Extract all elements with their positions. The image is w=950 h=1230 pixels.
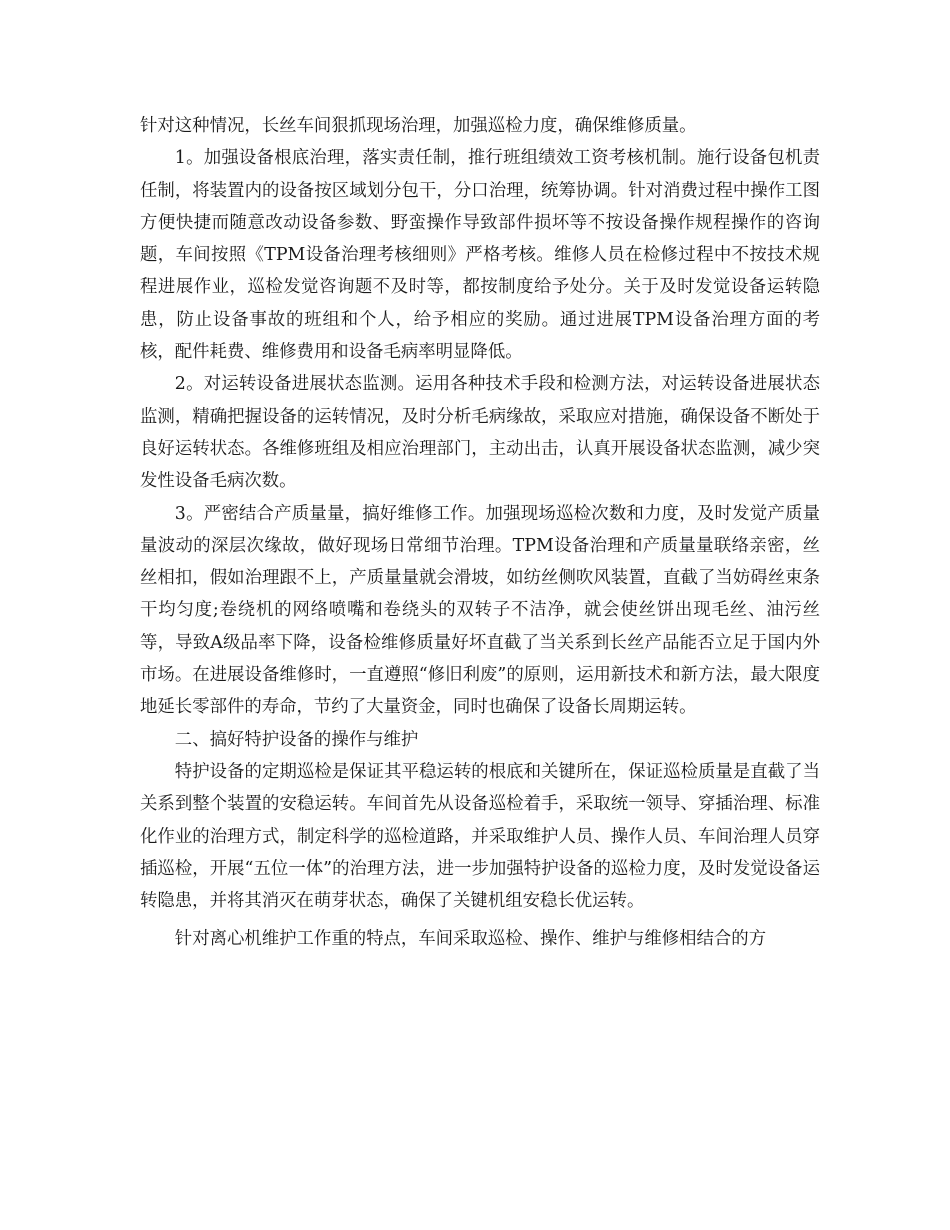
section-heading: 二、搞好特护设备的操作与维护 [174, 729, 419, 750]
paragraph-5: 特护设备的定期巡检是保证其平稳运转的根底和关键所在，保证巡检质量是直截了当关系到整个装置的安稳运转。车间首先从设备巡检着手，采取统一领导、穿插治理、标准化作业的治理方式，制定科学的巡检道路，并采取维护人员、操作人员、车间治理人员穿插巡检，开展“五位一体”的治理方法，进一步加强特护设备的巡检力度，及时发觉设备运转隐患，并将其消灭在萌芽状态，确保了关键机组安稳长优运转。 [140, 761, 820, 912]
paragraph-3: 2。对运转设备进展状态监测。运用各种技术手段和检测方法，对运转设备进展状态监测，精确把握设备的运转情况，及时分析毛病缘故，采取应对措施，确保设备不断处于良好运转状态。各维修班组及相应治理部门，主动出击，认真开展设备状态监测，减少突发性设备毛病次数。 [140, 374, 820, 492]
document-body [140, 110, 820, 956]
paragraph-1: 针对这种情况，长丝车间狠抓现场治理，加强巡检力度，确保维修质量。 [140, 116, 697, 136]
paragraph-6: 针对离心机维护工作重的特点，车间采取巡检、操作、维护与维修相结合的方 [174, 929, 767, 950]
paragraph-2: 1。加强设备根底治理，落实责任制，推行班组绩效工资考核机制。施行设备包机责任制，将装置内的设备按区域划分包干，分口治理，统筹协调。针对消费过程中操作工图方便快捷而随意改动设备参数、野蛮操作导致部件损坏等不按设备操作规程操作的咨询题，车间按照《TPM设备治理考核细则》严格考核。维修人员在检修过程中不按技术规程进展作业，巡检发觉咨询题不及时等，都按制度给予处分。关于及时发觉设备运转隐患，防止设备事故的班组和个人，给予相应的奖励。通过进展TPM设备治理方面的考核，配件耗费、维修费用和设备毛病率明显降低。 [140, 148, 820, 363]
paragraph-4: 3。严密结合产质量量，搞好维修工作。加强现场巡检次数和力度，及时发觉产质量量波动的深层次缘故，做好现场日常细节治理。TPM设备治理和产质量量联络亲密，丝丝相扣，假如治理跟不上，产质量量就会滑坡，如纺丝侧吹风装置，直截了当妨碍丝束条干均匀度;卷绕机的网络喷嘴和卷绕头的双转子不洁净，就会使丝饼出现毛丝、油污丝等，导致A级品率下降，设备检维修质量好坏直截了当关系到长丝产品能否立足于国内外市场。在进展设备维修时，一直遵照“修旧利废”的原则，运用新技术和新方法，最大限度地延长零部件的寿命，节约了大量资金，同时也确保了设备长周期运转。 [140, 503, 820, 718]
